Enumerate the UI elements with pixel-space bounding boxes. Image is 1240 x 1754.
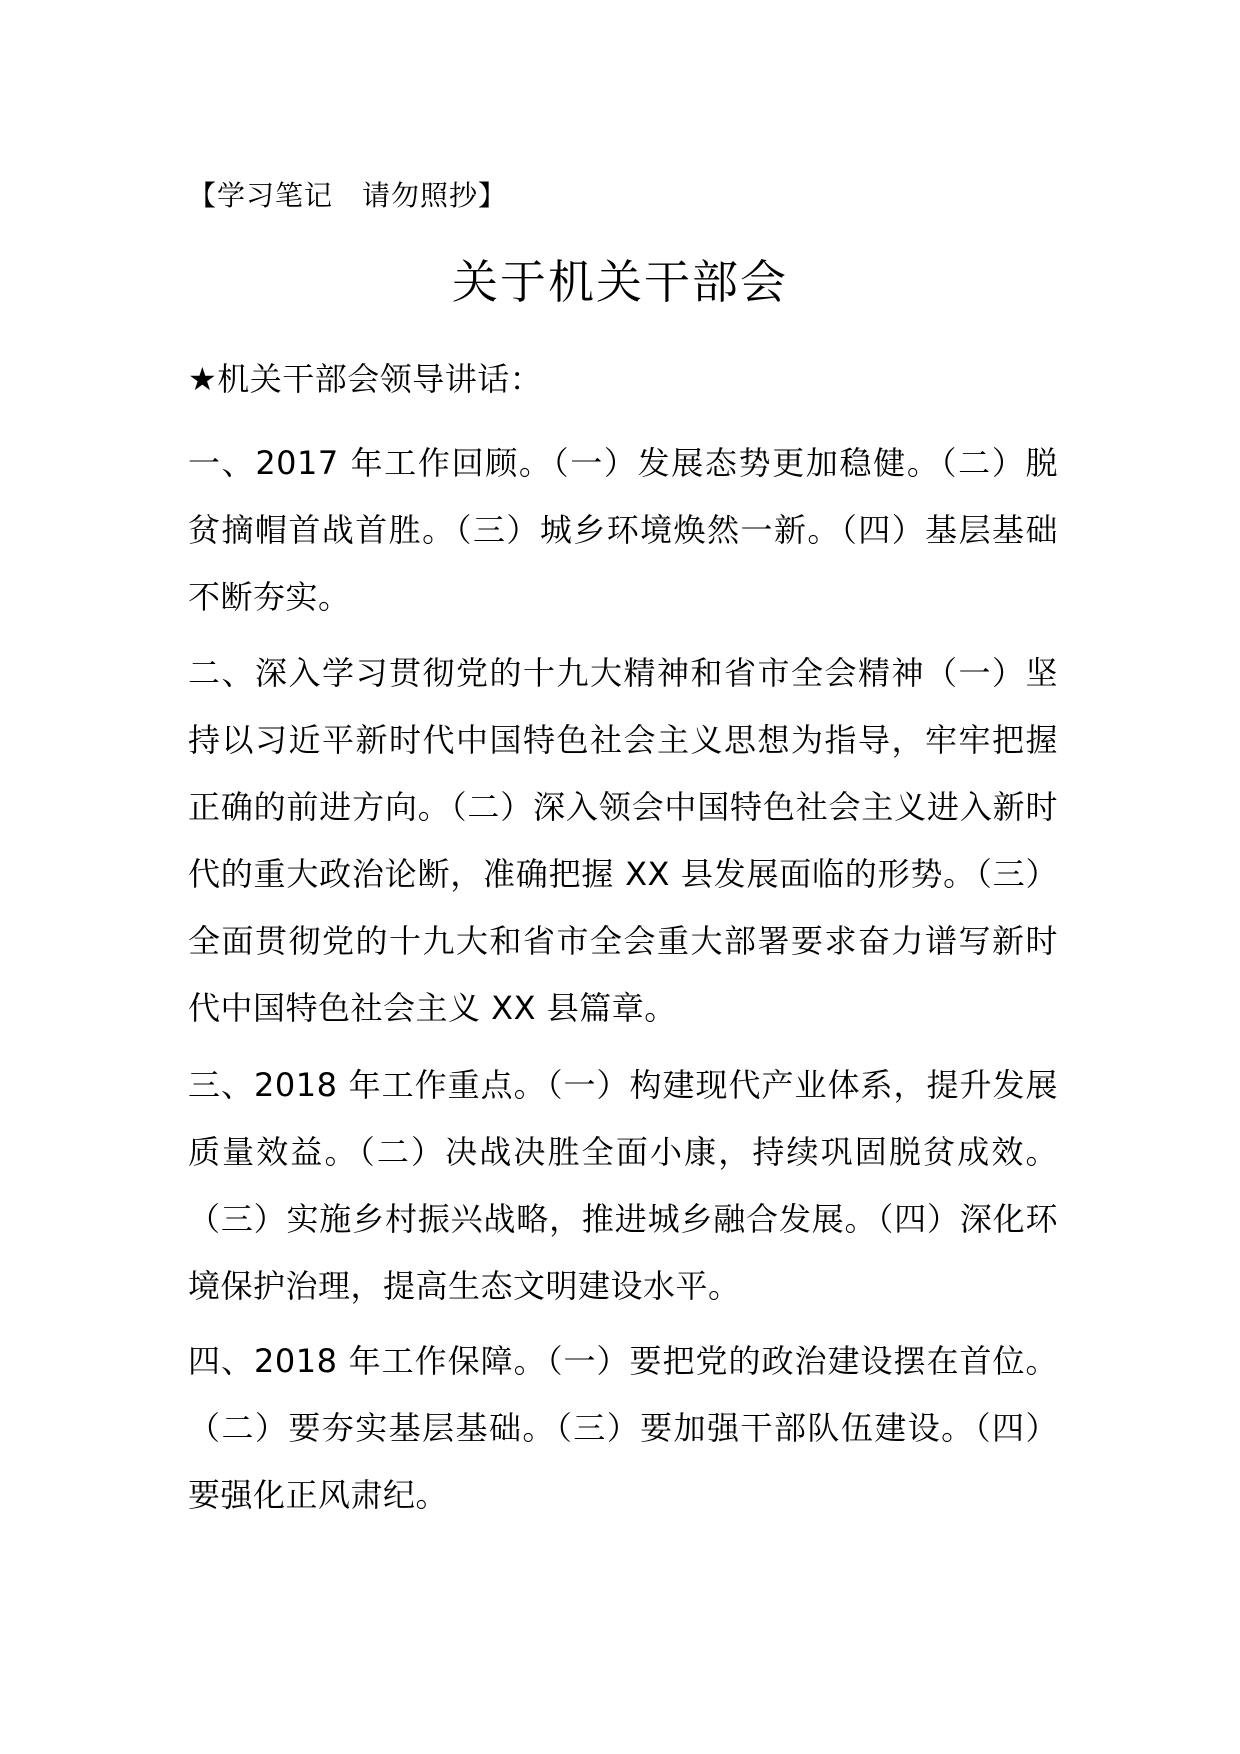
study-note-label: 【学习笔记 请勿照抄】 [188, 179, 508, 212]
paragraph-4: 四、2018 年工作保障。（一）要把党的政治建设摆在首位。（二）要夯实基层基础。（三）要加强干部队伍建设。（四）要强化正风肃纪。 [188, 1342, 1058, 1514]
document-title: 关于机关干部会 [452, 255, 788, 309]
paragraph-3: 三、2018 年工作重点。（一）构建现代产业体系，提升发展质量效益。（二）决战决胜全面小康，持续巩固脱贫成效。（三）实施乡村振兴战略，推进城乡融合发展。（四）深化环境保护治理，提高生态文明建设水平。 [188, 1066, 1058, 1305]
speech-heading: ★机关干部会领导讲话： [188, 360, 543, 398]
paragraph-2: 二、深入学习贯彻党的十九大精神和省市全会精神（一）坚持以习近平新时代中国特色社会主义思想为指导，牢牢把握正确的前进方向。（二）深入领会中国特色社会主义进入新时代的重大政治论断，准确把握 XX 县发展面临的形势。（三）全面贯彻党的十九大和省市全会重大部署要求奋力谱写新时代中国特色社会主义 XX 县篇章。 [188, 654, 1058, 1027]
paragraph-1: 一、2017 年工作回顾。（一）发展态势更加稳健。（二）脱贫摘帽首战首胜。（三）城乡环境焕然一新。（四）基层基础不断夯实。 [188, 444, 1058, 616]
